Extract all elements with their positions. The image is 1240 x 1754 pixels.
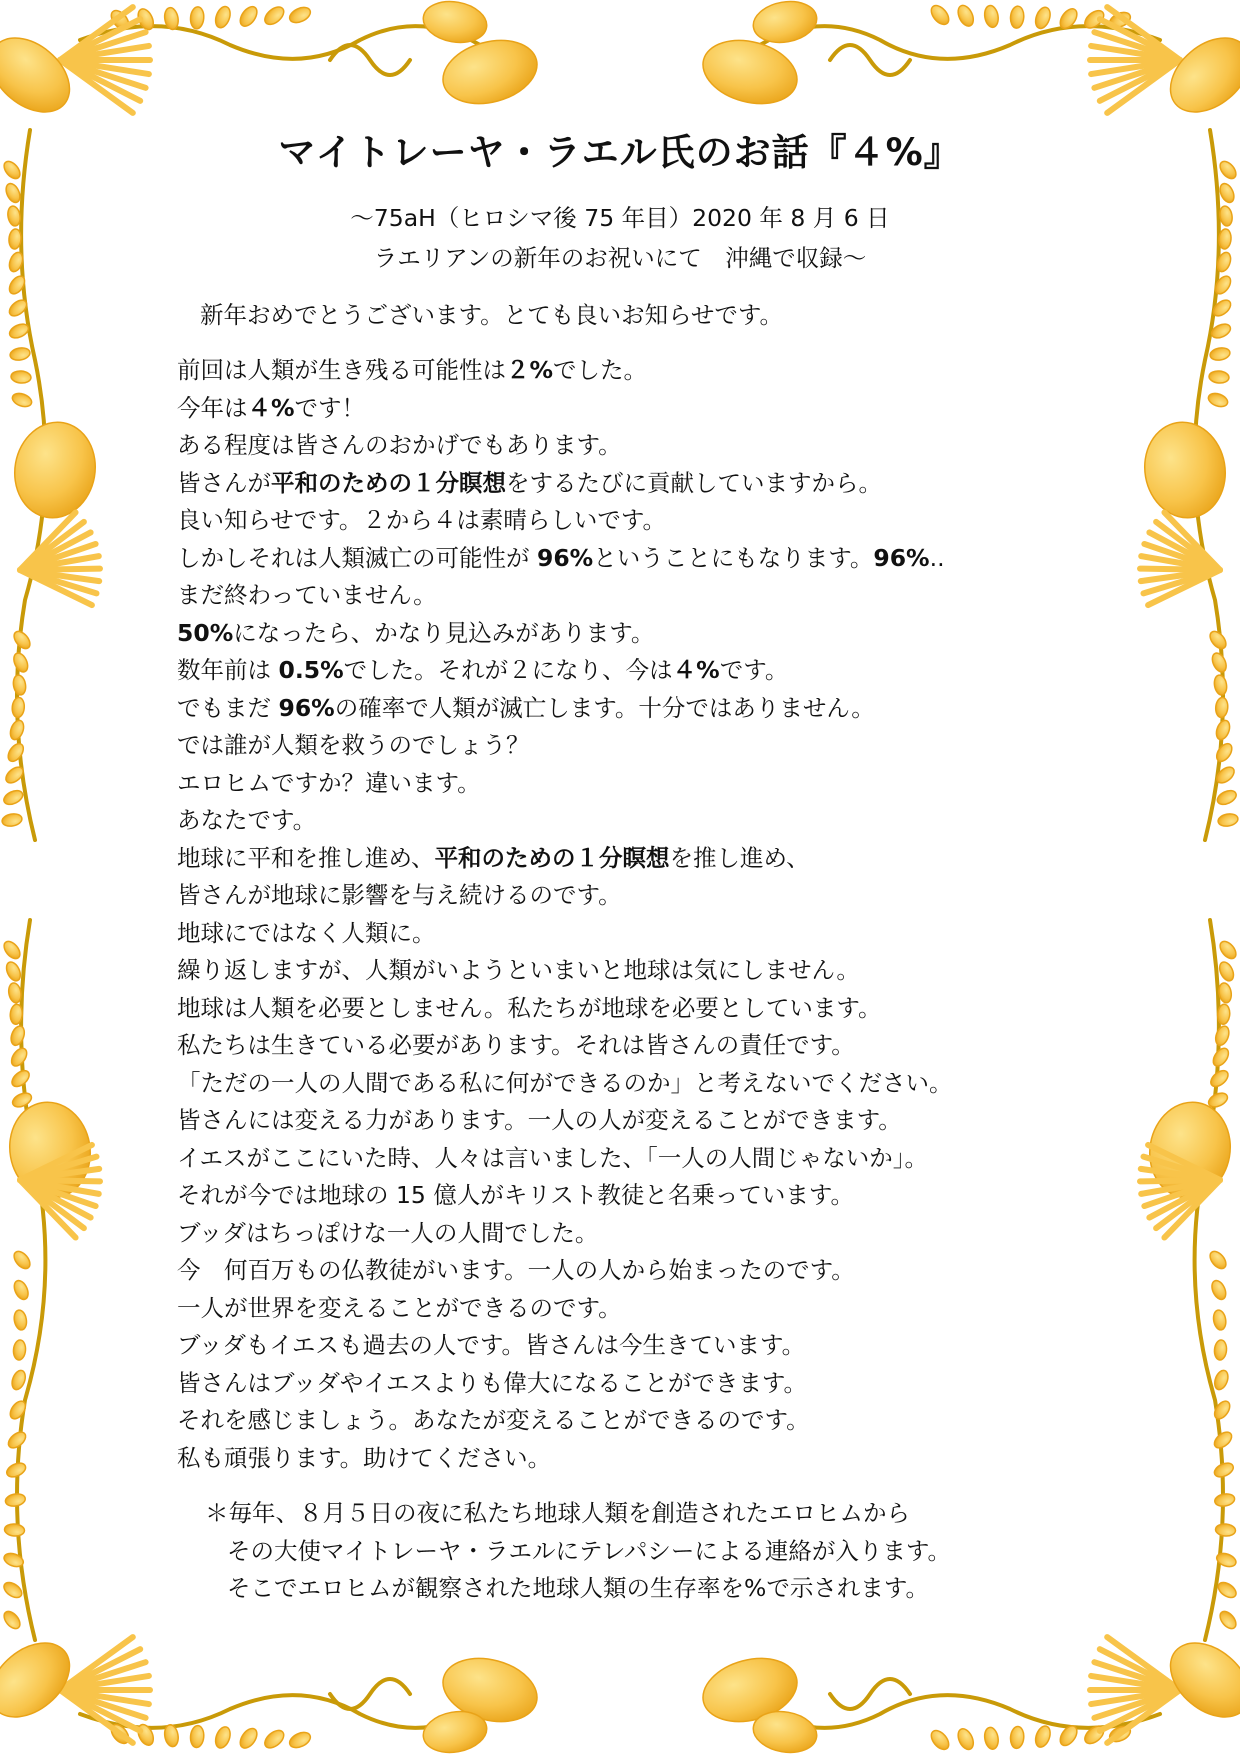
leaf-ornament [750,0,820,47]
seed-ornament [11,370,32,384]
leaf-ornament [436,31,544,114]
seed-ornament [1215,1523,1236,1537]
body-line: 前回は人類が生き残る可能性は２%でした。 [177,356,648,384]
emphasis: 平和のための１分瞑想 [434,843,670,872]
seed-ornament [9,1024,27,1047]
seed-ornament [1207,1248,1229,1271]
greeting-line: 新年おめでとうございます。とても良いお知らせです。 [200,301,784,329]
seed-ornament [1217,938,1239,961]
seed-ornament [1209,1278,1228,1301]
seed-ornament [955,1726,976,1752]
seed-ornament [1217,960,1236,983]
seed-ornament [11,1248,33,1271]
seed-ornament [1210,651,1229,674]
seed-ornament [12,1278,31,1301]
subtitle-location: ラエリアンの新年のお祝いにて 沖縄で収録～ [373,244,867,272]
body-line: 地球に平和を推し進め、平和のための１分瞑想を推し進め、 [177,843,810,872]
seed-ornament [9,1068,32,1090]
body-line: 地球にではなく人類に。 [177,918,436,947]
vine-ornament [330,45,410,75]
leaf-ornament [420,0,490,47]
seed-ornament [12,674,27,696]
seed-ornament [11,697,25,718]
seed-ornament [4,960,23,983]
body-line: 繰り返しますが、人類がいようといまいと地球は気にしません。 [177,956,860,984]
seed-ornament [7,982,22,1004]
seed-ornament [5,1460,28,1479]
body-line: 地球は人類を必要としません。私たちが地球を必要としています。 [177,993,882,1022]
seed-ornament [1217,812,1239,827]
seed-ornament [1207,628,1229,651]
seed-ornament [9,346,31,361]
seed-ornament [2,788,25,807]
emphasis: 0.5% [278,656,344,684]
leaf-ornament [696,31,804,114]
seed-ornament [1214,1340,1228,1361]
seed-ornament [1215,788,1238,807]
seed-ornament [1207,391,1230,409]
seed-ornament [10,1369,28,1392]
seed-ornament [1210,1046,1231,1069]
subtitle-date: ～75aH（ヒロシマ後 75 年目）2020 年 8 月 6 日 [350,204,890,232]
seed-ornament [1212,1460,1235,1479]
body-line: ブッダはちっぽけな一人の人間でした。 [177,1218,599,1247]
body-line: 私たちは生きている必要があります。それは皆さんの責任です。 [177,1031,855,1059]
body-line: 50%になったら、かなり見込みがあります。 [177,618,655,647]
seed-ornament [1010,1726,1025,1749]
seed-ornament [11,628,33,651]
emphasis: ２% [506,356,554,384]
seed-ornament [5,741,26,764]
body-line: 私も頑張ります。助けてください。 [177,1443,552,1472]
body-line: 皆さんが地球に影響を与え続けるのです。 [177,881,622,909]
seed-ornament [190,6,205,29]
speech-body [177,352,953,1477]
body-line: あなたです。 [177,806,317,834]
seed-ornament [1214,1492,1236,1507]
emphasis: 96% [536,543,594,572]
vine-ornament [330,1679,410,1709]
seed-ornament [1,1579,24,1600]
seed-ornament [928,2,952,27]
emphasis: ４% [672,656,720,684]
body-line: まだ終わっていません。 [177,581,437,609]
body-line: それが今では地球の 15 億人がキリスト教徒と名乗っています。 [177,1181,854,1209]
seed-ornament [237,4,260,30]
seed-ornament [1208,1068,1231,1090]
seed-ornament [983,4,1000,28]
emphasis: 96% [873,543,930,572]
emphasis: ４% [247,393,295,422]
seed-ornament [213,5,233,30]
seed-ornament [1033,1724,1053,1749]
body-line: ある程度は皆さんのおかげでもあります。 [177,431,622,459]
seed-ornament [287,4,313,25]
body-line: 今 何百万もの仏教徒がいます。一人の人から始まったのです。 [177,1256,855,1284]
seed-ornament [4,1492,26,1507]
seed-ornament [1,812,23,827]
seed-ornament [1217,1608,1239,1631]
body-line: 一人が世界を変えることができるのです。 [177,1293,622,1322]
seed-ornament [262,4,287,28]
seed-ornament [4,1523,25,1537]
seed-ornament [1211,1429,1234,1451]
seed-ornament [1010,6,1025,29]
seed-ornament [287,1729,313,1750]
body-line: 皆さんには変える力があります。一人の人が変えることができます。 [177,1106,902,1134]
seed-ornament [1214,741,1235,764]
body-line: イエスがここにいた時、人々は言いました、「一人の人間じゃないか」。 [177,1143,929,1172]
seed-ornament [13,1309,28,1331]
body-line: しかしそれは人類滅亡の可能性が 96%ということにもなります。96%.. [177,543,945,572]
leaf-ornament [7,416,102,524]
seed-ornament [237,1725,260,1751]
footnote [205,1495,951,1608]
footnote-line: その大使マイトレーヤ・ラエルにテレパシーによる連絡が入ります。 [227,1536,952,1565]
seed-ornament [1212,1309,1227,1331]
seed-ornament [190,1725,205,1748]
body-line: エロヒムですか？違います。 [177,768,481,797]
seed-ornament [8,1046,29,1069]
seed-ornament [262,1727,287,1751]
body-line: でもまだ 96%の確率で人類が滅亡します。十分ではありません。 [177,693,875,722]
seed-ornament [1033,5,1053,30]
seed-ornament [11,651,30,674]
seed-ornament [1214,719,1232,742]
body-line: それを感じましょう。あなたが変えることができるのです。 [177,1406,810,1434]
seed-ornament [955,3,976,29]
seed-ornament [983,1726,1000,1750]
seed-ornament [11,391,34,409]
seed-ornament [1215,697,1229,718]
document-title: マイトレーヤ・ラエル氏のお話『４%』 [278,131,962,174]
seed-ornament [1213,674,1228,696]
body-line: 「ただの一人の人間である私に何ができるのか」と考えないでください。 [177,1068,953,1097]
seed-ornament [13,1340,27,1361]
seed-ornament [928,1727,952,1752]
emphasis: 50% [177,618,234,647]
leaf-ornament [0,23,84,127]
seed-ornament [1216,1579,1239,1600]
footnote-line: ＊毎年、８月５日の夜に私たち地球人類を創造されたエロヒムから [205,1499,910,1527]
body-line: 良い知らせです。２から４は素晴らしいです。 [177,506,667,534]
seed-ornament [1,938,23,961]
body-line: 数年前は 0.5%でした。それが２になり、今は４%です。 [177,656,789,684]
seed-ornament [1212,1369,1230,1392]
seed-ornament [5,1429,28,1451]
footnote-line: そこでエロヒムが観察された地球人類の生存率を%で示されます。 [227,1574,929,1602]
leaf-ornament [1137,416,1232,524]
emphasis: 96% [278,693,335,722]
seed-ornament [1,1608,23,1631]
seed-ornament [1213,1024,1231,1047]
leaf-ornament [1156,23,1240,127]
body-line: 皆さんが平和のための１分瞑想をするたびに貢献していますから。 [177,468,882,497]
seed-ornament [1209,346,1231,361]
body-line: 皆さんはブッダやイエスよりも偉大になることができます。 [177,1368,808,1397]
seed-ornament [1209,370,1230,384]
seed-ornament [213,1725,233,1750]
body-line: では誰が人類を救うのでしょう？ [177,731,530,759]
emphasis: 平和のための１分瞑想 [271,468,506,497]
body-line: ブッダもイエスも過去の人です。皆さんは今生きています。 [177,1331,806,1359]
seed-ornament [8,719,26,742]
body-line: 今年は４%です！ [177,393,366,422]
